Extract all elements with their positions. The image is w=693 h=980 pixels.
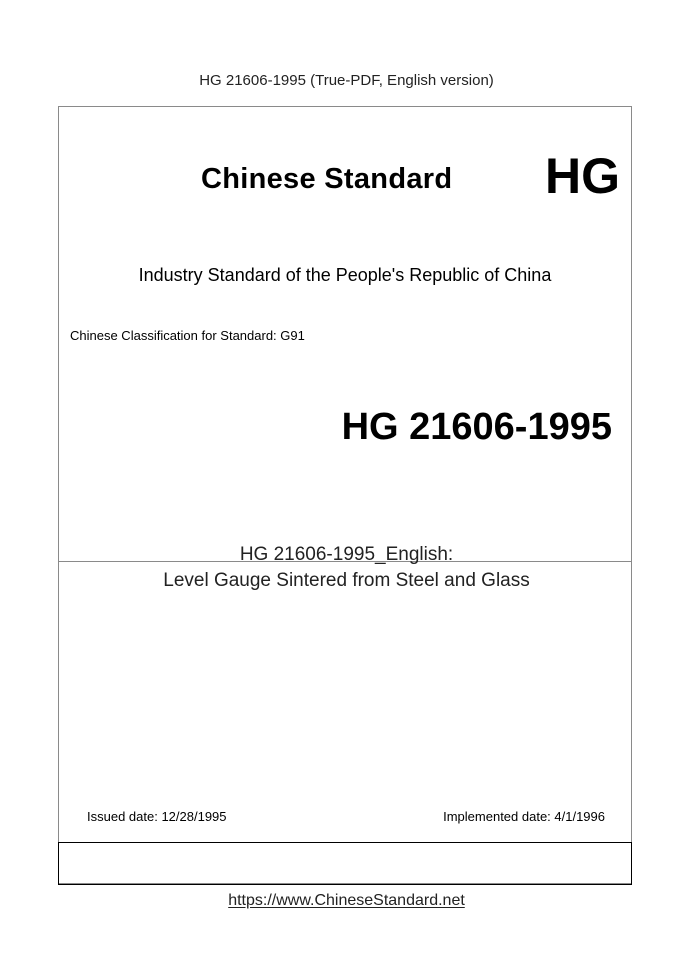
document-title-line-2: Level Gauge Sintered from Steel and Glass <box>163 570 530 591</box>
document-title <box>0 542 693 594</box>
industry-standard-line: Industry Standard of the People's Republic of China <box>138 265 552 285</box>
implemented-date: Implemented date: 4/1/1996 <box>443 809 605 824</box>
website-link[interactable]: https://www.ChineseStandard.net <box>228 892 465 909</box>
issued-date: Issued date: 12/28/1995 <box>87 809 227 824</box>
cover-frame <box>58 106 632 884</box>
document-title-line-1: HG 21606-1995_English: <box>239 544 454 565</box>
cover-bottom-box <box>58 842 632 885</box>
document-header: HG 21606-1995 (True-PDF, English version) <box>199 72 494 89</box>
standard-number: HG 21606-1995 <box>341 406 612 448</box>
standard-code-mark: HG <box>545 148 620 204</box>
classification-line: Chinese Classification for Standard: G91 <box>70 328 305 343</box>
cover-top-section <box>59 107 631 562</box>
cover-heading: Chinese Standard <box>201 163 453 195</box>
